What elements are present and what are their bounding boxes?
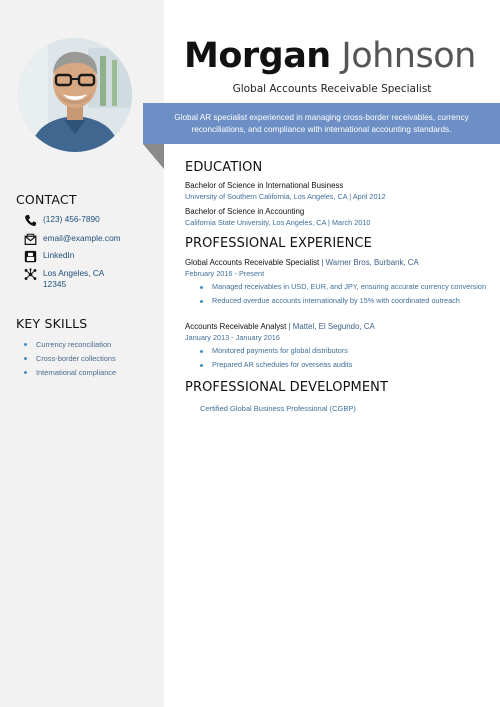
experience-heading: PROFESSIONAL EXPERIENCE (185, 236, 372, 251)
contact-linkedin-text[interactable]: LinkedIn (43, 250, 75, 260)
job-bullet (200, 360, 500, 371)
job-employer: | Warner Bros, Burbank, CA (319, 258, 419, 267)
education-detail: California State University, Los Angeles, CA | March 2010 (185, 218, 371, 227)
last-name: Johnson (341, 36, 476, 76)
summary-text: Global AR specialist experienced in managing cross-border receivables, currency reconciliations, and compliance with international accounting standards. (174, 113, 469, 134)
development-heading: PROFESSIONAL DEVELOPMENT (185, 380, 389, 395)
skill-text: Cross-border collections (36, 353, 116, 363)
job-dates: February 2016 - Present (185, 269, 265, 278)
bullet-icon (200, 350, 203, 353)
skill-item (24, 365, 116, 379)
education-detail: University of Southern California, Los Angeles, CA | April 2012 (185, 192, 386, 201)
ribbon-fold (143, 144, 164, 169)
contact-phone-text: (123) 456-7890 (43, 214, 100, 224)
bullet-icon (24, 371, 27, 374)
summary-band (143, 103, 500, 144)
key-skills-heading: KEY SKILLS (16, 316, 88, 331)
skill-item (24, 351, 116, 365)
job-dates: January 2013 - January 2016 (185, 333, 280, 342)
location-network-icon (24, 268, 37, 281)
skill-text: Currency reconciliation (36, 339, 112, 349)
job-bullet (200, 282, 500, 293)
job-employer: | Mattel, El Segundo, CA (286, 322, 375, 331)
job-bullets (200, 282, 500, 309)
sidebar (0, 0, 164, 707)
first-name: Morgan (184, 36, 331, 76)
envelope-icon (24, 233, 37, 246)
skill-text: International compliance (36, 367, 117, 377)
bullet-icon (24, 357, 27, 360)
contact-heading: CONTACT (16, 192, 77, 207)
contact-email[interactable] (24, 233, 121, 246)
bullet-icon (200, 300, 203, 303)
job-bullet (200, 296, 500, 307)
job-bullets (200, 346, 500, 373)
bullet-icon (200, 286, 203, 289)
education-degree: Bachelor of Science in Accounting (185, 207, 305, 216)
job-bullet-text: Reduced overdue accounts internationally by 15% with coordinated outreach (212, 295, 460, 305)
job-entry-title (185, 322, 375, 331)
key-skills-list (24, 337, 116, 379)
education-degree: Bachelor of Science in International Business (185, 181, 344, 190)
job-role: Global Accounts Receivable Specialist (185, 258, 320, 267)
job-bullet-text: Prepared AR schedules for overseas audits (212, 359, 353, 369)
main-content (164, 0, 500, 707)
contact-location (24, 268, 123, 290)
contact-location-text: Los Angeles, CA 12345 (43, 268, 104, 289)
job-bullet-text: Monitored payments for global distributors (212, 346, 348, 355)
skill-item (24, 337, 116, 351)
contact-phone (24, 214, 100, 227)
job-bullet-text: Managed receivables in USD, EUR, and JPY, ensuring accurate currency conversion (212, 282, 487, 291)
contact-linkedin[interactable] (24, 250, 74, 263)
bullet-icon (200, 364, 203, 367)
job-bullet (200, 346, 500, 357)
linkedin-icon (24, 250, 37, 263)
candidate-name (184, 36, 476, 76)
job-title: Global Accounts Receivable Specialist (232, 83, 432, 95)
job-role: Accounts Receivable Analyst (185, 322, 287, 331)
profile-photo-illustration (18, 38, 132, 152)
phone-icon (24, 214, 37, 227)
profile-photo (18, 38, 132, 152)
job-entry-title (185, 258, 419, 267)
contact-email-text[interactable]: email@example.com (43, 233, 121, 243)
education-heading: EDUCATION (185, 160, 263, 175)
bullet-icon (24, 343, 27, 346)
certification-item: Certified Global Business Professional (CGBP) (200, 404, 356, 413)
